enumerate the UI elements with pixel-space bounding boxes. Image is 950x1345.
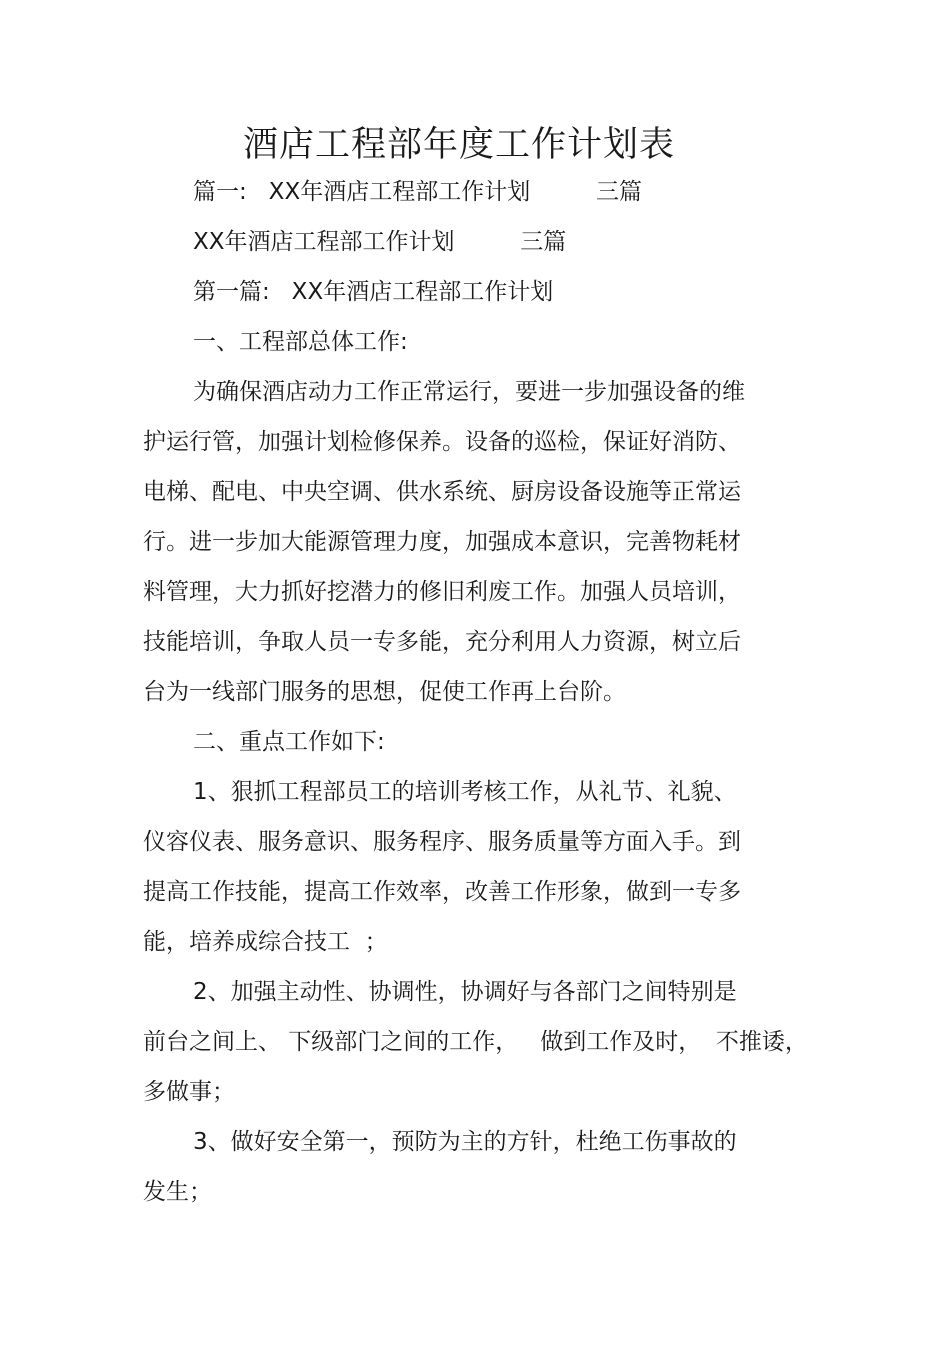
paragraph-line: 台为一线部门服务的思想，促使工作再上台阶。 bbox=[143, 679, 626, 705]
list-item-line: 1、狠抓工程部员工的培训考核工作，从礼节、礼貌、 bbox=[193, 779, 737, 805]
list-item-line: 前台之间上、 下级部门之间的工作， 做到工作及时， 不推诿， bbox=[143, 1029, 808, 1055]
section-heading: 二、重点工作如下: bbox=[193, 729, 385, 755]
list-item-line: 发生； bbox=[143, 1179, 212, 1205]
chapter-heading: 第一篇: XX年酒店工程部工作计划 bbox=[193, 279, 554, 305]
paragraph-line: 为确保酒店动力工作正常运行，要进一步加强设备的维 bbox=[193, 379, 745, 405]
list-item-line: 3、做好安全第一，预防为主的方针，杜绝工伤事故的 bbox=[193, 1129, 737, 1155]
paragraph-line: 行。进一步加大能源管理力度，加强成本意识，完善物耗材 bbox=[143, 529, 741, 555]
list-item-line: 2、加强主动性、协调性，协调好与各部门之间特别是 bbox=[193, 979, 737, 1005]
paragraph-line: 电梯、配电、中央空调、供水系统、厨房设备设施等正常运 bbox=[143, 479, 741, 505]
paragraph-line: 技能培训，争取人员一专多能，充分利用人力资源，树立后 bbox=[143, 629, 741, 655]
document-title: 酒店工程部年度工作计划表 bbox=[242, 125, 675, 165]
list-item-line: 提高工作技能，提高工作效率，改善工作形象，做到一专多 bbox=[143, 879, 741, 905]
list-item-line: 多做事； bbox=[143, 1079, 235, 1105]
list-item-line: 能，培养成综合技工 ； bbox=[143, 929, 388, 955]
subtitle-line: XX年酒店工程部工作计划 三篇 bbox=[193, 229, 567, 255]
paragraph-line: 料管理，大力抓好挖潜力的修旧利废工作。加强人员培训， bbox=[143, 579, 741, 605]
paragraph-line: 护运行管，加强计划检修保养。设备的巡检，保证好消防、 bbox=[143, 429, 741, 455]
subtitle-line: 篇一: XX年酒店工程部工作计划 三篇 bbox=[193, 179, 642, 205]
list-item-line: 仪容仪表、服务意识、服务程序、服务质量等方面入手。到 bbox=[143, 829, 741, 855]
section-heading: 一、工程部总体工作: bbox=[193, 329, 408, 355]
